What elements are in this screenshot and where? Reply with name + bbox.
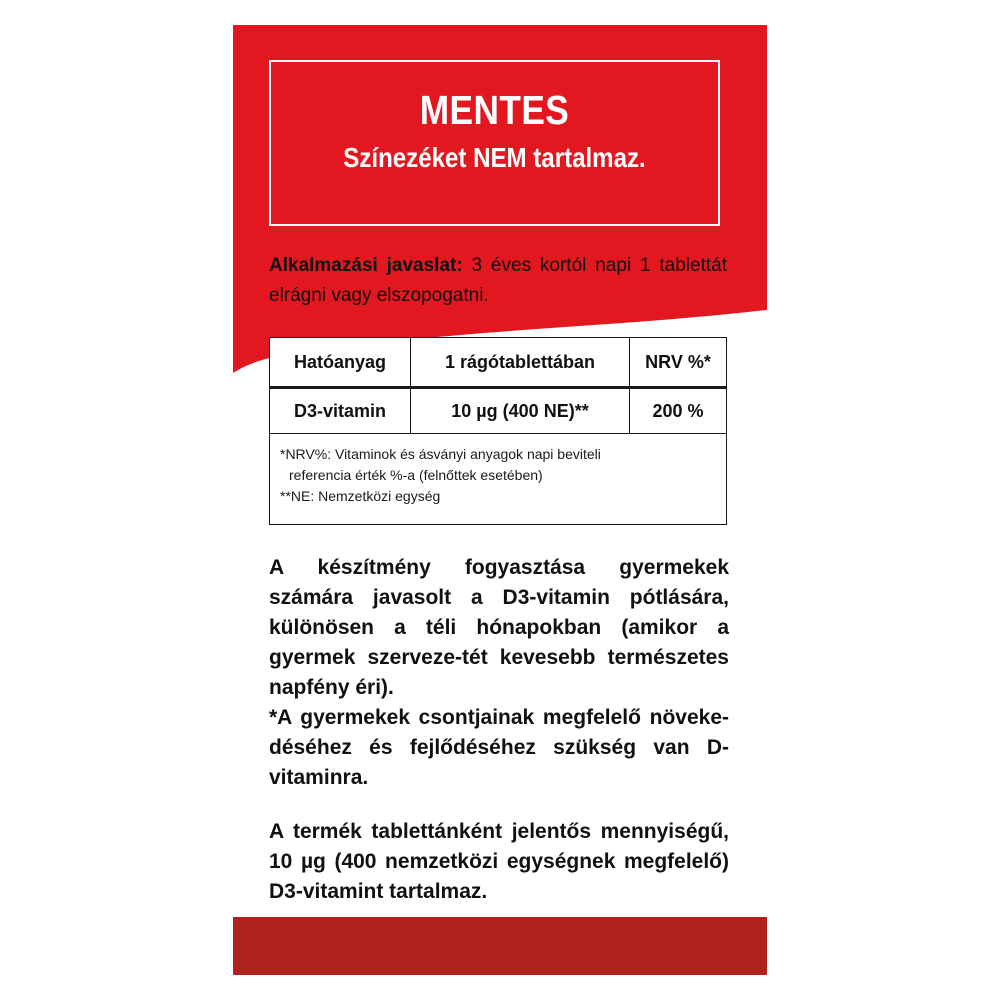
usage-recommendation: [269, 251, 727, 311]
product-label-panel: [233, 25, 767, 975]
paragraph-content-claim: A termék tablettánként jelentős mennyiségű, 10 µg (400 nemzetközi egységnek megfelelő) D3-vitamint tartalmaz.: [269, 820, 729, 903]
header-per-tablet: 1 rágótablettában: [410, 338, 630, 386]
cell-ingredient: D3-vitamin: [293, 401, 387, 421]
usage-label: Alkalmazási javaslat:: [269, 255, 463, 276]
paragraph-recommendation: A készítmény fogyasztása gyermekek számára javasolt a D3-vitamin pótlására, különösen a téli hónapokban (amikor a gyermek szerveze-tét kevesebb természetes napfény éri).: [269, 556, 729, 699]
bottom-red-bar: [233, 917, 767, 975]
nutrition-table-notes: [280, 444, 720, 507]
note-nrv-continued: referencia érték %-a (felnőttek esetében): [289, 467, 543, 483]
table-row: [270, 389, 726, 434]
nutrition-table: [269, 337, 727, 525]
banner-title: MENTES: [419, 87, 570, 133]
banner-box: [269, 60, 720, 226]
usage-text: 3 éves kortól napi 1 tablettát elrágni vagy elszopogatni.: [269, 255, 727, 306]
paragraph-bone-claim: *A gyermekek csontjainak megfelelő növeke-déséhez és fejlődéséhez szükség van D-vitaminra.: [269, 706, 729, 789]
banner-subtitle: Színezéket NEM tartalmaz.: [343, 142, 646, 173]
note-ne: **NE: Nemzetközi egység: [280, 488, 441, 504]
note-nrv: *NRV%: Vitaminok és ásványi anyagok napi beviteli: [280, 446, 601, 462]
cell-amount: 10 µg (400 NE)**: [410, 389, 630, 433]
cell-nrv: 200 %: [652, 401, 704, 421]
nutrition-table-header: [270, 338, 726, 389]
header-nrv: NRV %*: [645, 352, 711, 372]
header-active-ingredient: Hatóanyag: [293, 352, 387, 372]
